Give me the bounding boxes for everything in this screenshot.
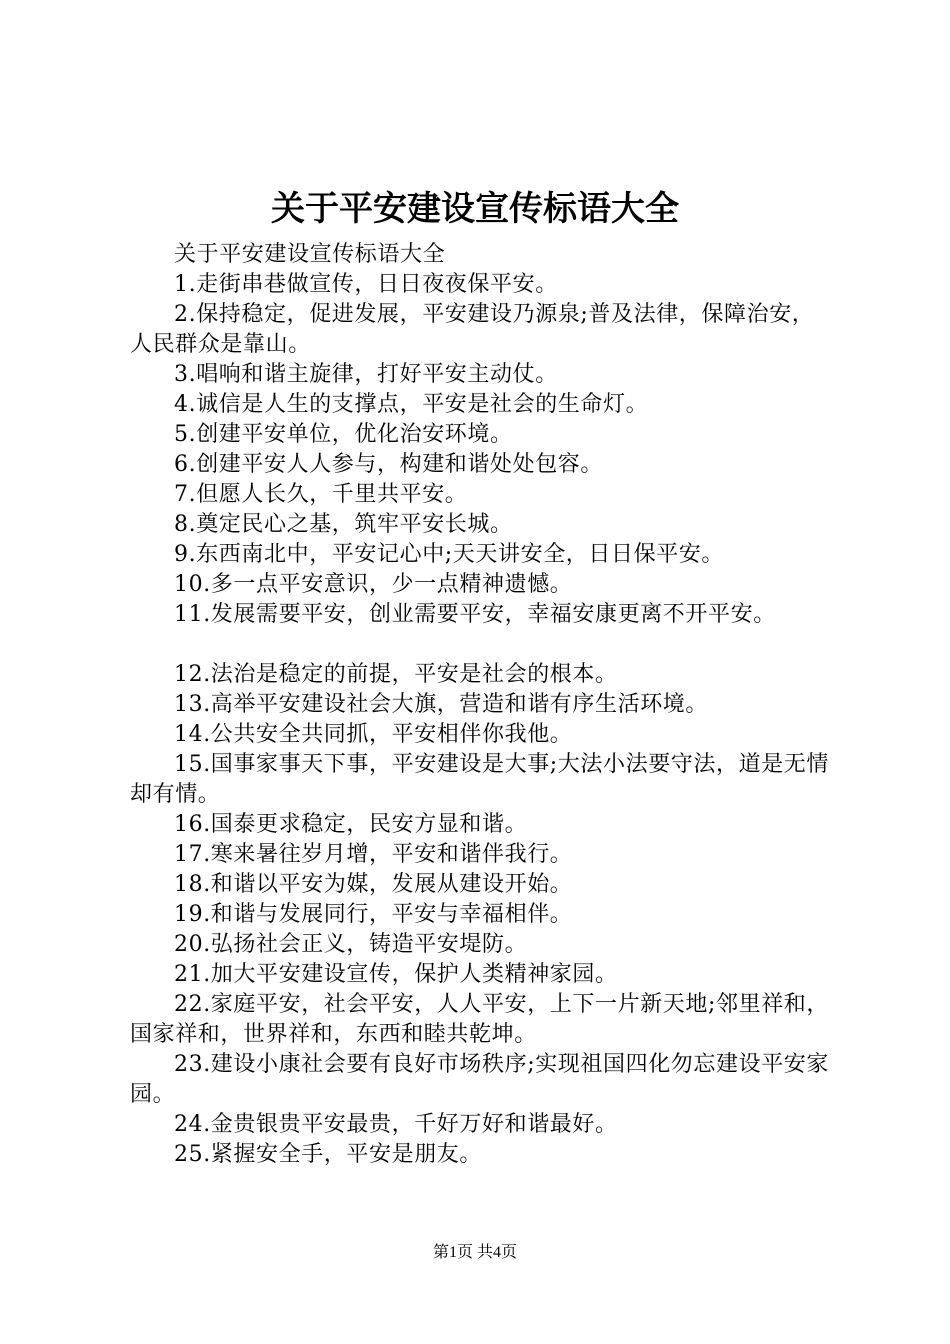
paragraph: 14.公共安全共同抓，平安相伴你我他。 [174, 722, 573, 747]
paragraph: 10.多一点平安意识，少一点精神遗憾。 [174, 572, 573, 597]
paragraph: 21.加大平安建设宣传，保护人类精神家园。 [174, 962, 618, 987]
paragraph: 12.法治是稳定的前提，平安是社会的根本。 [174, 662, 618, 687]
paragraph: 7.但愿人长久，千里共平安。 [174, 482, 468, 507]
paragraph: 13.高举平安建设社会大旗，营造和谐有序生活环境。 [174, 692, 708, 717]
paragraph: 20.弘扬社会正义，铸造平安堤防。 [174, 932, 528, 957]
paragraph: 22.家庭平安，社会平安，人人平安，上下一片新天地;邻里祥和，国家祥和，世界祥和，东西和睦共乾坤。 [130, 992, 830, 1047]
paragraph: 25.紧握安全手，平安是朋友。 [174, 1142, 482, 1167]
paragraph: 18.和谐以平安为媒，发展从建设开始。 [174, 872, 573, 897]
paragraph: 5.创建平安单位，优化治安环境。 [174, 422, 513, 447]
paragraph: 9.东西南北中，平安记心中;天天讲安全，日日保平安。 [174, 542, 725, 567]
paragraph: 11.发展需要平安，创业需要平安，幸福安康更离不开平安。 [174, 602, 776, 627]
paragraph: 16.国泰更求稳定，民安方显和谐。 [174, 812, 528, 837]
document-body [130, 240, 835, 1170]
document-title: 关于平安建设宣传标语大全 [271, 189, 679, 229]
paragraph: 8.奠定民心之基，筑牢平安长城。 [174, 512, 513, 537]
page-footer: 第1页 共4页 [432, 1244, 517, 1261]
paragraph: 23.建设小康社会要有良好市场秩序;实现祖国四化勿忘建设平安家园。 [130, 1052, 830, 1107]
paragraph: 2.保持稳定，促进发展，平安建设乃源泉;普及法律，保障治安，人民群众是靠山。 [130, 302, 815, 357]
paragraph: 24.金贵银贵平安最贵，千好万好和谐最好。 [174, 1112, 618, 1137]
paragraph: 17.寒来暑往岁月增，平安和谐伴我行。 [174, 842, 573, 867]
paragraph: 3.唱响和谐主旋律，打好平安主动仗。 [174, 362, 558, 387]
paragraph: 15.国事家事天下事，平安建设是大事;大法小法要守法，道是无情却有情。 [130, 752, 830, 807]
paragraph: 1.走街串巷做宣传，日日夜夜保平安。 [174, 272, 558, 297]
paragraph: 4.诚信是人生的支撑点，平安是社会的生命灯。 [174, 392, 649, 417]
paragraph: 6.创建平安人人参与，构建和谐处处包容。 [174, 452, 603, 477]
paragraph: 19.和谐与发展同行，平安与幸福相伴。 [174, 902, 573, 927]
paragraph: 关于平安建设宣传标语大全 [174, 242, 446, 267]
